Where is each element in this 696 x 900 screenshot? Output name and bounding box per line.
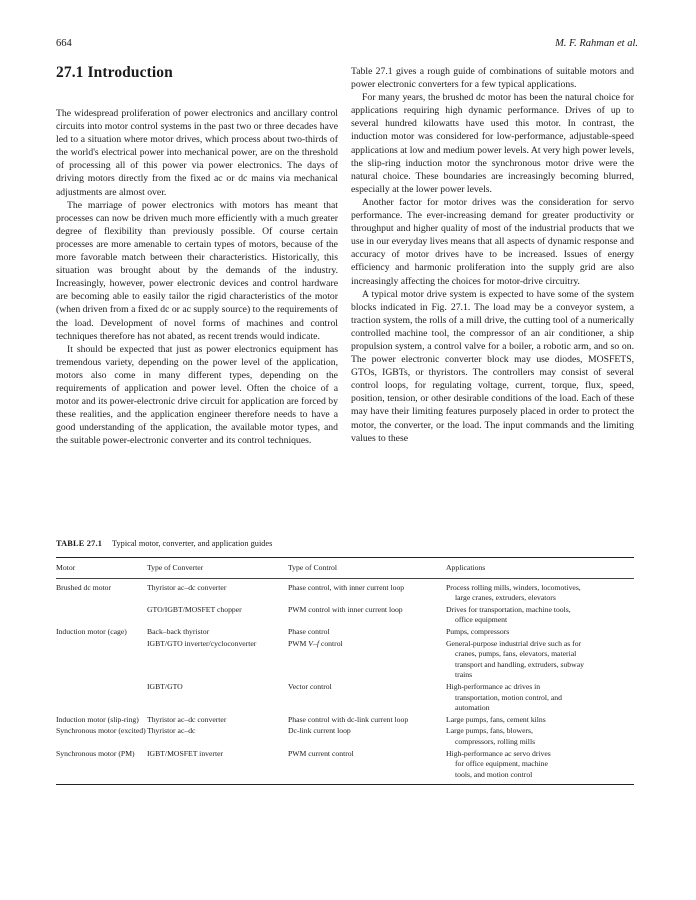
cell-applications: [446, 626, 634, 638]
cell-control: Phase control, with inner current loop: [288, 582, 405, 592]
table-body: [56, 579, 634, 781]
cell-control: PWM V–f control: [288, 638, 343, 648]
left-column: [56, 107, 338, 447]
cell-converter: Thyristor ac–dc converter: [147, 714, 227, 724]
table-row: [56, 748, 634, 781]
table-row: [56, 714, 634, 726]
application-line: High-performance ac drives in: [446, 681, 541, 691]
application-line: High-performance ac servo drives: [446, 748, 551, 758]
cell-converter: IGBT/MOSFET inverter: [147, 748, 224, 758]
running-head: [56, 38, 638, 54]
cell-motor: [56, 604, 147, 626]
cell-converter: IGBT/GTO inverter/cycloconverter: [147, 638, 257, 648]
application-line: trains: [455, 670, 473, 680]
paragraph: For many years, the brushed dc motor has been the natural choice for applications requiring high dynamic performance. Drives of up to several hundred kilowatts have used this motor. In contrast, the induction motor was considered for low-performance, adjustable-speed applications at low and medium power levels. At very high power levels, the slip-ring induction motor the synchronous motor drive were the natural choice. These boundaries are increasingly becoming blurred, especially at the lower power levels.: [351, 92, 634, 195]
table-bottom-rule: [56, 784, 634, 785]
column-header-converter: Type of Converter: [147, 563, 204, 572]
section-title: 27.1 Introduction: [56, 64, 173, 81]
table-row: [56, 579, 634, 604]
running-author: M. F. Rahman et al.: [555, 38, 638, 49]
cell-motor: Brushed dc motor: [56, 582, 112, 592]
table-caption: [56, 539, 634, 548]
cell-applications: [446, 579, 634, 604]
application-line: automation: [455, 703, 490, 713]
application-line: transport and handling, extruders, subway: [455, 659, 584, 669]
column-header-applications: Applications: [446, 563, 486, 572]
cell-motor: [56, 638, 147, 681]
cell-applications: [446, 714, 634, 726]
application-line: for office equipment, machine: [455, 759, 548, 769]
cell-control: PWM current control: [288, 748, 354, 758]
cell-motor: Induction motor (cage): [56, 626, 127, 636]
cell-control: Phase control with dc-link current loop: [288, 714, 409, 724]
table-header-row: [56, 558, 634, 578]
application-line: tools, and motion control: [455, 769, 533, 779]
paragraph: Another factor for motor drives was the consideration for servo performance. The ever-increasing demand for greater productivity or throughput and higher quality of most of the industrial products that we use in our everyday lives means that all aspects of dynamic response and accuracy of motor drives have to be increased. Issues of energy efficiency and harmonic proliferation into the supply grid are also increasingly affecting the choices for motor-drive circuitry.: [351, 196, 634, 287]
application-line: compressors, rolling mills: [455, 736, 536, 746]
cell-converter: Back–back thyristor: [147, 626, 210, 636]
paragraph: It should be expected that just as power electronics equipment has tremendous variety, depending on the power level of the application, motors also come in many different types, depending on the requirements of application and power level. Often the choice of a motor and its power-electronic drive circuit for application are forced by these realities, and the application engineer therefore needs to have a good understanding of the application, the available motor types, and the suitable power-electronic converter and its control techniques.: [56, 343, 338, 447]
table-label: TABLE 27.1: [56, 539, 103, 548]
application-line: General-purpose industrial drive such as for: [446, 638, 582, 648]
cell-motor: Synchronous motor (PM): [56, 748, 135, 758]
cell-motor: Induction motor (slip-ring): [56, 714, 139, 724]
application-line: transportation, motion control, and: [455, 692, 562, 702]
column-header-control: Type of Control: [288, 563, 337, 572]
cell-control: Dc-link current loop: [288, 726, 351, 736]
guides-table: [56, 558, 634, 780]
cell-control: PWM control with inner current loop: [288, 604, 403, 614]
application-line: Drives for transportation, machine tools,: [446, 604, 571, 614]
cell-applications: [446, 681, 634, 714]
application-line: Process rolling mills, winders, locomotives,: [446, 582, 581, 592]
cell-converter: Thyristor ac–dc converter: [147, 582, 227, 592]
cell-converter: GTO/IGBT/MOSFET chopper: [147, 604, 242, 614]
cell-control: Vector control: [288, 681, 332, 691]
cell-applications: [446, 604, 634, 626]
table-row: [56, 604, 634, 626]
application-line: cranes, pumps, fans, elevators, material: [455, 649, 577, 659]
column-header-motor: Motor: [56, 563, 76, 572]
cell-control: Phase control: [288, 626, 330, 636]
table-row: [56, 725, 634, 747]
application-line: large cranes, extruders, elevators: [455, 593, 556, 603]
table-row: [56, 681, 634, 714]
paragraph: The widespread proliferation of power electronics and ancillary control circuits into motor control systems in the past two or three decades have led to a situation where motor drives, which process about two-thirds of the world's electrical power into mechanical power, are on the threshold of processing all of this power via power electronics. The days of driving motors directly from the fixed ac or dc mains via mechanical adjustments are almost over.: [56, 108, 338, 198]
cell-motor: Synchronous motor (excited): [56, 726, 146, 736]
cell-applications: [446, 638, 634, 681]
application-line: Pumps, compressors: [446, 626, 510, 636]
cell-motor: [56, 681, 147, 714]
application-line: office equipment: [455, 615, 508, 625]
application-line: Large pumps, fans, blowers,: [446, 726, 533, 736]
right-column: [351, 65, 634, 445]
table-row: [56, 626, 634, 638]
cell-converter: IGBT/GTO: [147, 681, 183, 691]
cell-applications: [446, 748, 634, 781]
cell-applications: [446, 725, 634, 747]
paragraph: Table 27.1 gives a rough guide of combinations of suitable motors and power electronic converters for a few typical applications.: [351, 66, 634, 91]
paragraph: The marriage of power electronics with motors has meant that processes can now be driven much more efficiently with a much greater degree of flexibility than previously possible. Of course certain processes are more amenable to certain types of motors, because of the more favorable match between their characteristics. Historically, this situation was brought about by the demands of the industry. Increasingly, however, power electronic devices and control hardware are becoming able to easily tailor the rigid characteristics of the motor (when driven from a fixed dc or ac supply source) to the requirements of the load. Development of novel forms of machines and control techniques therefore has not abated, as recent trends would indicate.: [56, 199, 338, 342]
table-27-1: [56, 539, 634, 785]
table-row: [56, 638, 634, 681]
table-title: Typical motor, converter, and application guides: [112, 539, 273, 548]
italic-symbol: V–f: [308, 638, 319, 648]
paragraph: A typical motor drive system is expected to have some of the system blocks indicated in Fig. 27.1. The load may be a conveyor system, a traction system, the rolls of a mill drive, the cutting tool of a numerically controlled machine tool, the compressor of an air conditioner, a ship propulsion system, a control valve for a boiler, a robotic arm, and so on. The power electronic converter block may use diodes, MOSFETS, GTOs, IGBTs, or thyristors. The controllers may consist of several control loops, for regulating voltage, current, torque, flux, speed, position, tension, or other desirable conditions of the load. Each of these may have their limiting features purposely placed in order to protect the motor, the converter, or the load. The input commands and the limiting values to these: [351, 288, 634, 444]
page-number: 664: [56, 38, 72, 49]
application-line: Large pumps, fans, cement kilns: [446, 714, 546, 724]
cell-converter: Thyristor ac–dc: [147, 726, 196, 736]
